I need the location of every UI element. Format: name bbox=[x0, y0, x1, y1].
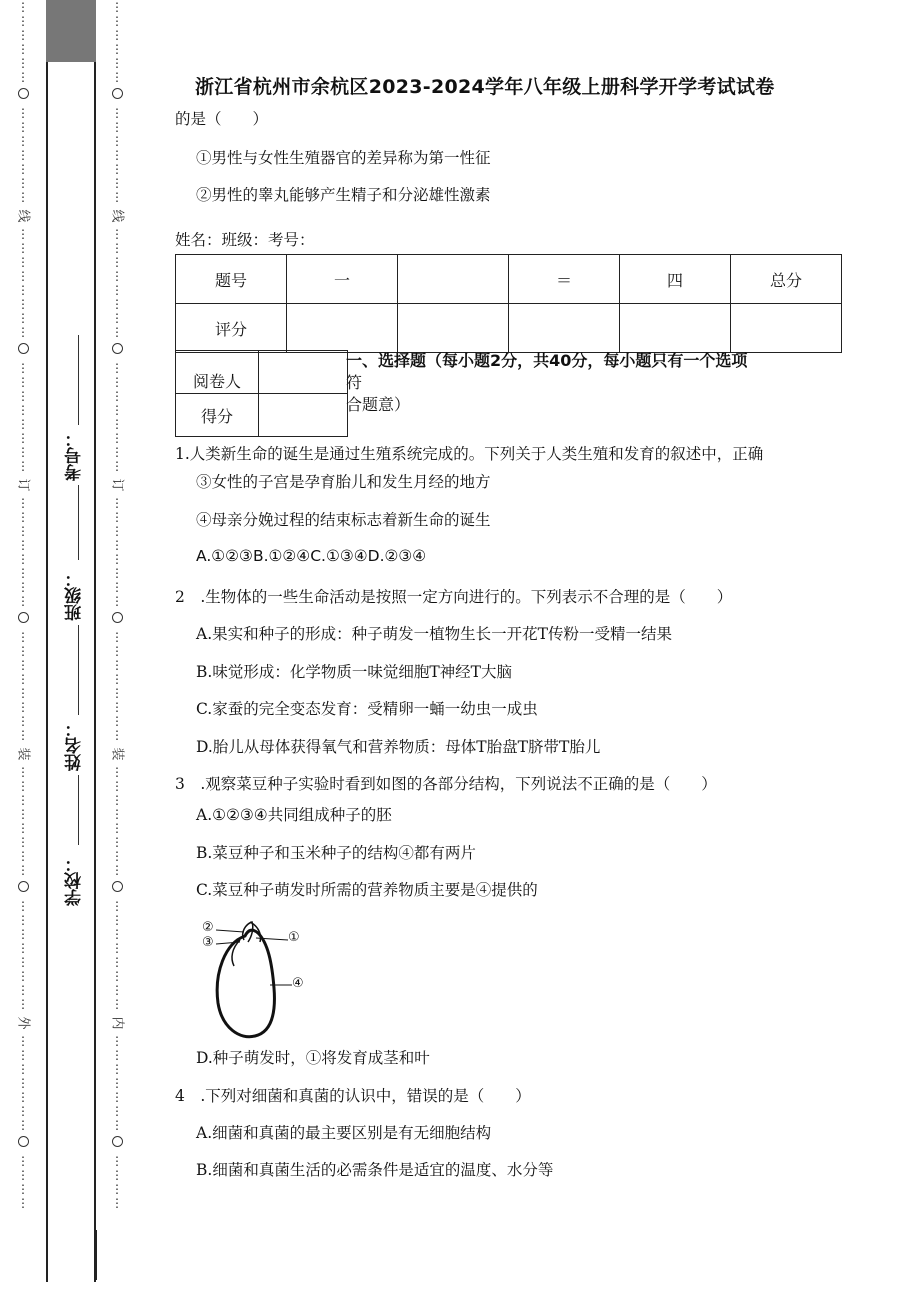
binding-hole-icon bbox=[112, 343, 123, 354]
binding-hole-icon bbox=[112, 881, 123, 892]
table-cell: 题号 bbox=[176, 255, 287, 304]
label-name: 姓名： bbox=[65, 720, 85, 771]
question-1-options[interactable]: A.①②③B.①②④C.①③④D.②③④ bbox=[196, 547, 427, 565]
outer-dotted-column: ⋮ ⋮ ⋮ ⋮ ⋮ ⋮ ⋮ ⋮ ⋮ ⋮ ⋮ ⋮ ⋮ 线 ⋮ ⋮ ⋮ ⋮ ⋮ ⋮ ⋮ ⋮ ⋮ ⋮ ⋮ ⋮ ⋮ ⋮ ⋮ ⋮ 订 ⋮ ⋮ ⋮ ⋮ ⋮ ⋮ ⋮ ⋮ ⋮ ⋮ ⋮ ⋮ ⋮ ⋮ ⋮ ⋮ 装 ⋮ ⋮ ⋮ ⋮ ⋮ ⋮ ⋮ ⋮ ⋮ ⋮ ⋮ ⋮ ⋮ ⋮ ⋮ ⋮ 外 ⋮ ⋮ ⋮ ⋮ ⋮ ⋮ ⋮ ⋮ ⋮ ⋮ ⋮ bbox=[15, 0, 31, 1210]
section-heading bbox=[346, 350, 826, 416]
figure-label-2: ② bbox=[202, 920, 214, 935]
table-cell: 得分 bbox=[176, 394, 259, 437]
bean-seed-figure bbox=[200, 918, 320, 1043]
table-row bbox=[176, 304, 842, 353]
table-row bbox=[176, 255, 842, 304]
question-4-stem: 4 .下列对细菌和真菌的认识中，错误的是（ ） bbox=[175, 1087, 531, 1105]
score-input-cell[interactable] bbox=[509, 304, 620, 353]
label-exam-number: 考号： bbox=[65, 430, 85, 481]
student-info-line: 姓名：班级：考号： bbox=[175, 231, 315, 249]
question-3-option-b[interactable]: B.菜豆种子和玉米种子的结构④都有两片 bbox=[196, 844, 476, 862]
question-1-statement-4: ④母亲分娩过程的结束标志着新生命的诞生 bbox=[196, 511, 491, 529]
binding-hole-icon bbox=[112, 88, 123, 99]
question-3-stem: 3 .观察菜豆种子实验时看到如图的各部分结构，下列说法不正确的是（ ） bbox=[175, 775, 717, 793]
table-cell: 总分 bbox=[731, 255, 842, 304]
reviewer-score-input-cell[interactable] bbox=[259, 394, 348, 437]
binding-hole-icon bbox=[18, 881, 29, 892]
table-cell: 四 bbox=[620, 255, 731, 304]
figure-label-4: ④ bbox=[292, 976, 304, 991]
margin-char-nei: 内 bbox=[109, 1016, 125, 1030]
margin-char-zhuang: 装 bbox=[15, 747, 31, 761]
statement-2: ②男性的睾丸能够产生精子和分泌雄性激素 bbox=[196, 186, 491, 204]
binding-hole-icon bbox=[18, 343, 29, 354]
student-info-strip bbox=[46, 62, 96, 1282]
score-input-cell[interactable] bbox=[398, 304, 509, 353]
question-1-stem: 1.人类新生命的诞生是通过生殖系统完成的。下列关于人类生殖和发育的叙述中，正确 bbox=[175, 445, 764, 463]
inner-dotted-column: ⋮ ⋮ ⋮ ⋮ ⋮ ⋮ ⋮ ⋮ ⋮ ⋮ ⋮ ⋮ ⋮ 线 ⋮ ⋮ ⋮ ⋮ ⋮ ⋮ ⋮ ⋮ ⋮ ⋮ ⋮ ⋮ ⋮ ⋮ ⋮ ⋮ 订 ⋮ ⋮ ⋮ ⋮ ⋮ ⋮ ⋮ ⋮ ⋮ ⋮ ⋮ ⋮ ⋮ ⋮ ⋮ ⋮ 装 ⋮ ⋮ ⋮ ⋮ ⋮ ⋮ ⋮ ⋮ ⋮ ⋮ ⋮ ⋮ ⋮ ⋮ ⋮ ⋮ 内 ⋮ ⋮ ⋮ ⋮ ⋮ ⋮ ⋮ ⋮ ⋮ ⋮ ⋮ bbox=[109, 0, 125, 1210]
figure-label-3: ③ bbox=[202, 935, 214, 950]
margin-char-wai: 外 bbox=[15, 1016, 31, 1030]
table-cell: 一 bbox=[287, 255, 398, 304]
score-input-cell[interactable] bbox=[620, 304, 731, 353]
binding-hole-icon bbox=[112, 612, 123, 623]
question-2-option-c[interactable]: C.家蚕的完全变态发育：受精卵一蛹一幼虫一成虫 bbox=[196, 700, 538, 718]
label-class: 班级： bbox=[65, 570, 85, 621]
table-cell bbox=[398, 255, 509, 304]
question-3-option-d[interactable]: D.种子萌发时，①将发育成茎和叶 bbox=[196, 1049, 430, 1067]
question-3-option-a[interactable]: A.①②③④共同组成种子的胚 bbox=[196, 806, 392, 824]
fragment-tail: 的是（ ） bbox=[175, 110, 269, 128]
margin-char-xian: 线 bbox=[15, 209, 31, 223]
question-4-option-b[interactable]: B.细菌和真菌生活的必需条件是适宜的温度、水分等 bbox=[196, 1161, 554, 1179]
margin-char-ding-inner: 订 bbox=[109, 478, 125, 492]
binding-hole-icon bbox=[18, 1136, 29, 1147]
margin-char-zhuang-inner: 装 bbox=[109, 747, 125, 761]
score-input-cell[interactable] bbox=[287, 304, 398, 353]
reviewer-table bbox=[175, 350, 348, 437]
table-cell: 评分 bbox=[176, 304, 287, 353]
table-row bbox=[176, 351, 348, 394]
question-2-stem: 2 .生物体的一些生命活动是按照一定方向进行的。下列表示不合理的是（ ） bbox=[175, 588, 733, 606]
margin-gray-header bbox=[46, 0, 96, 62]
question-2-option-a[interactable]: A.果实和种子的形成：种子萌发一植物生长一开花T传粉一受精一结果 bbox=[196, 625, 672, 643]
question-2-option-d[interactable]: D.胎儿从母体获得氧气和营养物质：母体T胎盘T脐带T胎儿 bbox=[196, 738, 601, 756]
question-1-statement-3: ③女性的子宫是孕育胎儿和发生月经的地方 bbox=[196, 473, 491, 491]
score-table bbox=[175, 254, 842, 353]
label-school: 学校： bbox=[65, 855, 85, 906]
reviewer-input-cell[interactable] bbox=[259, 351, 348, 394]
blank-line bbox=[78, 775, 79, 845]
blank-line bbox=[78, 335, 79, 425]
margin-char-ding: 订 bbox=[15, 478, 31, 492]
margin-char-xian-inner: 线 bbox=[109, 209, 125, 223]
margin-edge-line bbox=[95, 1230, 97, 1280]
section-heading-line: 合题意） bbox=[346, 395, 411, 414]
question-4-option-a[interactable]: A.细菌和真菌的最主要区别是有无细胞结构 bbox=[196, 1124, 492, 1142]
statement-1: ①男性与女性生殖器官的差异称为第一性征 bbox=[196, 149, 491, 167]
question-3-option-c[interactable]: C.菜豆种子萌发时所需的营养物质主要是④提供的 bbox=[196, 881, 538, 899]
blank-line bbox=[78, 485, 79, 560]
section-heading-line: 符 bbox=[346, 373, 363, 392]
table-cell: ＝ bbox=[509, 255, 620, 304]
binding-hole-icon bbox=[112, 1136, 123, 1147]
table-row bbox=[176, 394, 348, 437]
page-title: 浙江省杭州市余杭区2023-2024学年八年级上册科学开学考试试卷 bbox=[195, 76, 775, 98]
binding-hole-icon bbox=[18, 88, 29, 99]
blank-line bbox=[78, 625, 79, 715]
question-2-option-b[interactable]: B.味觉形成：化学物质一味觉细胞T神经T大脑 bbox=[196, 663, 512, 681]
binding-hole-icon bbox=[18, 612, 29, 623]
figure-label-1: ① bbox=[288, 930, 300, 945]
table-cell: 阅卷人 bbox=[176, 351, 259, 394]
score-input-cell[interactable] bbox=[731, 304, 842, 353]
section-heading-line: 一、选择题（每小题2分，共40分，每小题只有一个选项 bbox=[346, 351, 748, 370]
